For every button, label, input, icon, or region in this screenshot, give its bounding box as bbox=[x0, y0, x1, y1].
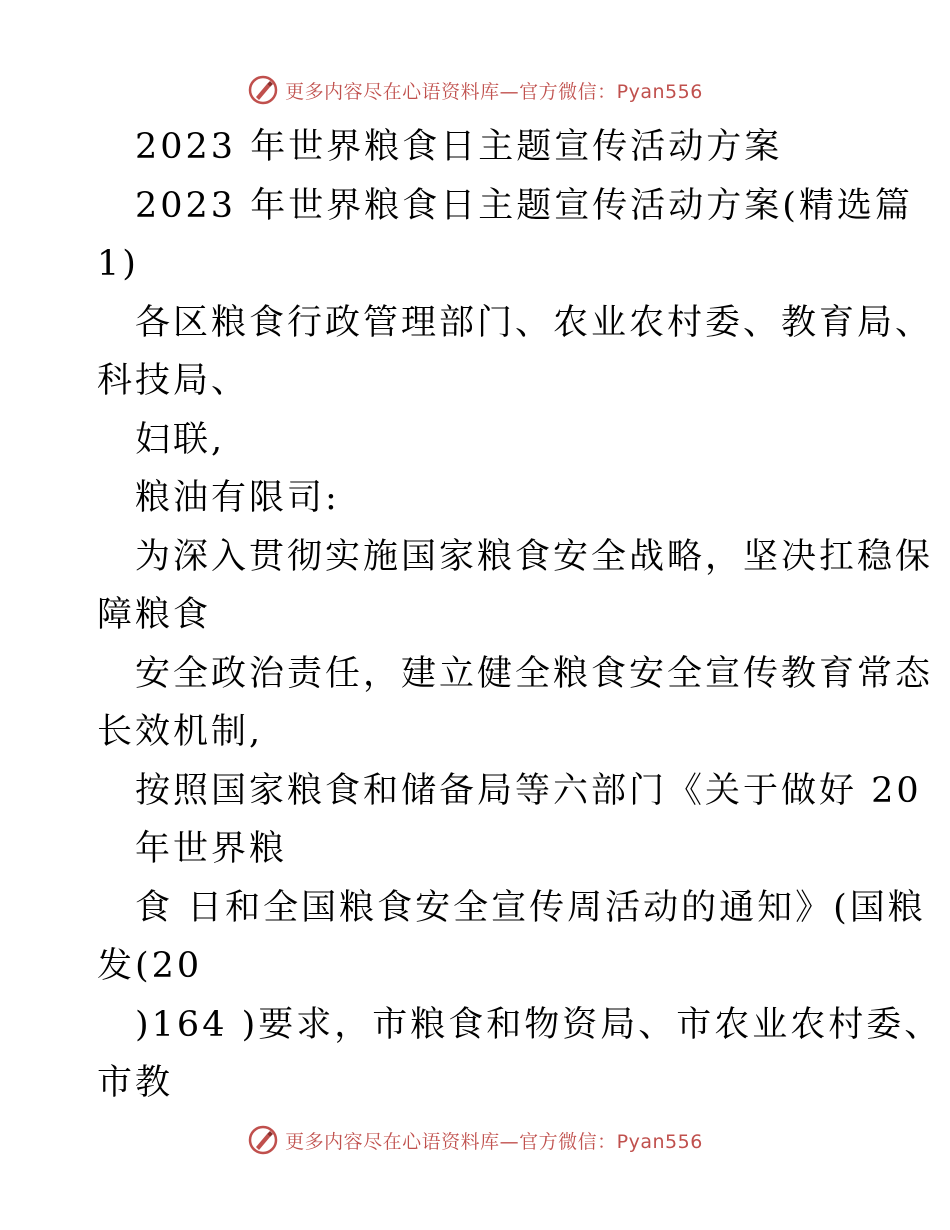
text-line: )164 )要求，市粮食和物资局、市农业农村委、 bbox=[135, 1004, 943, 1045]
text-line: 按照国家粮食和储备局等六部门《关于做好 20 bbox=[135, 770, 922, 811]
watermark-footer bbox=[0, 1120, 950, 1160]
text-line: 科技局、 bbox=[97, 361, 250, 401]
text-line: 妇联, bbox=[135, 419, 226, 460]
text-line: 安全政治责任，建立健全粮食安全宣传教育常态 bbox=[135, 653, 934, 694]
pen-logo-icon bbox=[247, 74, 279, 106]
text-line: 为深入贯彻实施国家粮食安全战略，坚决扛稳保 bbox=[135, 536, 934, 577]
text-line: 各区粮食行政管理部门、农业农村委、教育局、 bbox=[135, 302, 934, 343]
pen-logo-icon bbox=[247, 1124, 279, 1156]
watermark-text: 更多内容尽在心语资料库—官方微信：Pyan556 bbox=[285, 80, 703, 103]
text-line: 2023 年世界粮食日主题宣传活动方案(精选篇 bbox=[135, 185, 913, 226]
text-line: 2023 年世界粮食日主题宣传活动方案 bbox=[135, 127, 783, 167]
text-line: 障粮食 bbox=[97, 595, 212, 635]
text-line: 食 日和全国粮食安全宣传周活动的通知》(国粮 bbox=[135, 887, 926, 928]
text-line: 发(20 bbox=[97, 946, 203, 986]
text-line: 长效机制, bbox=[97, 712, 264, 752]
watermark-header bbox=[0, 70, 950, 110]
document-body bbox=[97, 118, 943, 1113]
text-line: 市教 bbox=[97, 1063, 174, 1103]
watermark-text: 更多内容尽在心语资料库—官方微信：Pyan556 bbox=[285, 1130, 703, 1153]
text-line: 粮油有限司: bbox=[135, 478, 340, 518]
text-line: 年世界粮 bbox=[135, 829, 288, 869]
text-line: 1) bbox=[97, 244, 139, 284]
